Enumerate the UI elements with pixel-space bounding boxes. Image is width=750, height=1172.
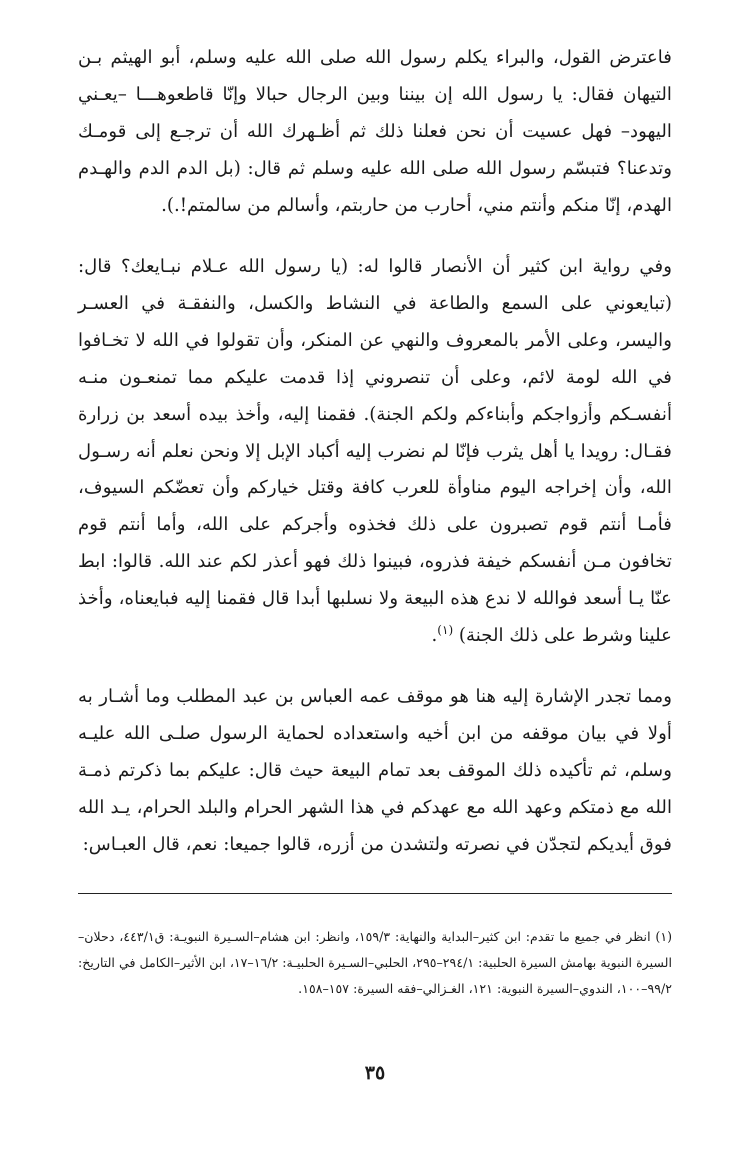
footnote-separator (78, 893, 672, 894)
paragraph-2-text: وفي رواية ابن كثير أن الأنصار قالوا له: (يا رسول الله عـلام نبـايعك؟ قال: (تبايعوني على السمع والطاعة في النشاط والكسل، والنفقـة في العسـر واليسر، وعلى الأمر بالمعروف والنهي عن المنكر، وأن تقولوا في الله لا تخـافوا في الله لومة لائم، وعلى أن تنصروني إذا قدمت عليكم مما تمنعـون منـه أنفسـكم وأزواجكم وأبناءكم ولكم الجنة). فقمنا إليه، وأخذ بيده أسعد بن زرارة فقـال: رويدا يا أهل يثرب فإنّا لم نضرب إليه أكباد الإبل إلا ونحن نعلم أنه رسـول الله، وأن إخراجه اليوم مناوأة للعرب كافة وقتل خياركم وأن تعضّكم السيوف، فأمـا أنتم قوم تصبرون على ذلك فخذوه وأجركم على الله، وأما أنتم قوم تخافون مـن أنفسكم خيفة فذروه، فبينوا ذلك فهو أعذر لكم عند الله. قالوا: ابط عنّا يـا أسعد فوالله لا ندع هذه البيعة ولا نسلبها أبدا قال فقمنا إليه فبايعناه، وأخذ علينا وشرط على ذلك الجنة) (78, 256, 672, 647)
footnote-text: (١) انظر في جميع ما تقدم: ابن كثير–البداية والنهاية: ١٥٩/٣، وانظر: ابن هشام–السـيرة النبويـة: ق٤٤٣/١، دحلان–السيرة النبوية بهامش السيرة الحلبية: ٢٩٤/١–٢٩٥، الحلبي–السـيرة الحلبيـة: ١٦/٢–١٧، ابن الأثير–الكامل في التاريخ: ٩٩/٢–١٠٠، الندوي–السيرة النبوية: ١٢١، الغـزالي–فقه السيرة: ١٥٧–١٥٨. (78, 929, 672, 996)
paragraph-1-text: فاعترض القول، والبراء يكلم رسول الله صلى الله عليه وسلم، أبو الهيثم بـن التيهان فقال: يا رسول الله إن بيننا وبين الرجال حبالا وإنّا قاطعوهـــا –يعـني اليهود– فهل عسيت أن نحن فعلنا ذلك ثم أظـهرك الله أن ترجـع إلى قومـك وتدعنا؟ فتبسّم رسول الله صلى الله عليه وسلم ثم قال: (بل الدم الدم والهـدم الهدم، إنّا منكم وأنتم مني، أحارب من حاربتم، وأسالم من سالمتم!.). (78, 47, 672, 216)
paragraph-3-text: ومما تجدر الإشارة إليه هنا هو موقف عمه العباس بن عبد المطلب وما أشـار به أولا في بيان موقفه من ابن أخيه واستعداده لحماية الرسول صلـى الله عليـه وسلم، ثم تأكيده ذلك الموقف بعد تمام البيعة حيث قال: عليكم بما ذكرتم ذمـة الله مع ذمتكم وعهد الله مع عهدكم في هذا الشهر الحرام والبلد الحرام، يـد الله فوق أيديكم لتجدّن في نصرته ولتشدن من أزره، قالوا جميعا: نعم، قال العبـاس: (78, 686, 672, 855)
footnote (78, 924, 672, 1002)
page-number: ٣٥ (364, 1062, 386, 1084)
footnote-reference[interactable]: (١) (437, 623, 454, 637)
paragraph-3 (78, 679, 672, 864)
paragraph-1 (78, 40, 672, 225)
paragraph-2 (78, 249, 672, 655)
paragraph-2-end: . (431, 625, 438, 647)
